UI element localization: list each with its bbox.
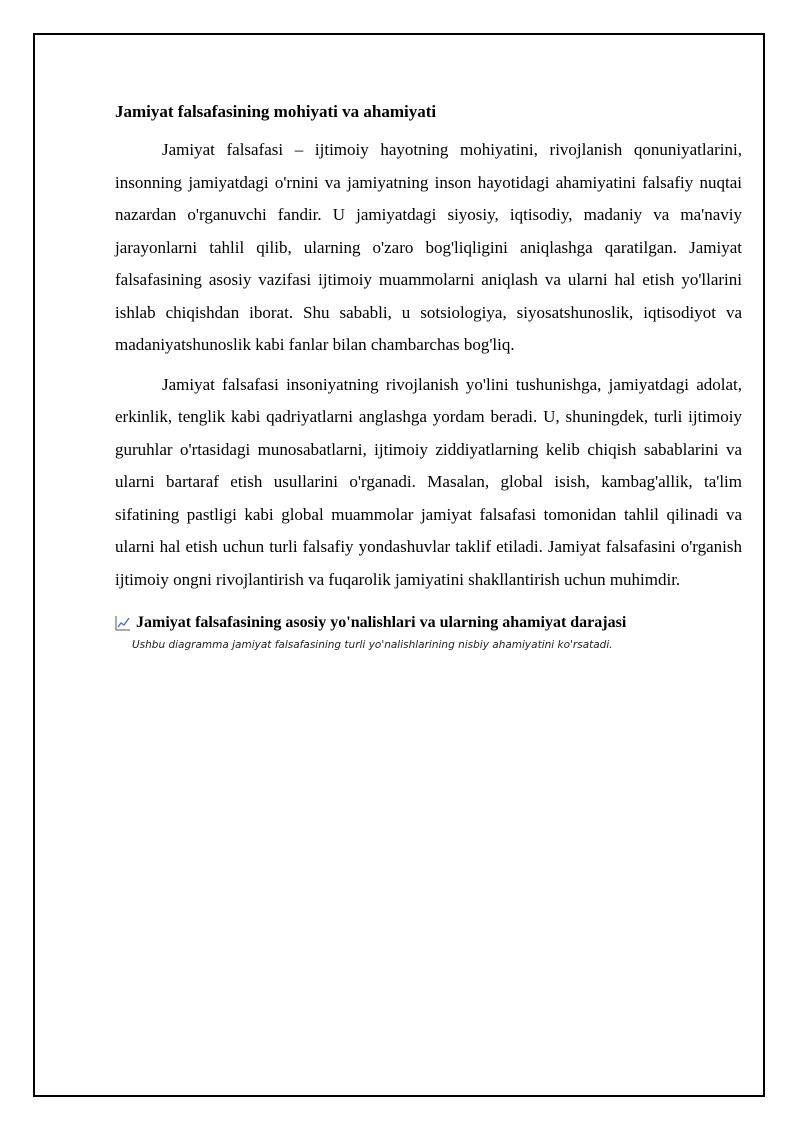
chart-title: Jamiyat falsafasining asosiy yo'nalishlari va ularning ahamiyat darajasi [136, 614, 627, 631]
chart-heading-block [115, 612, 742, 654]
chart-title-row [115, 612, 742, 634]
chart-increasing-icon [115, 615, 131, 631]
paragraph-1: Jamiyat falsafasi – ijtimoiy hayotning mohiyatini, rivojlanish qonuniyatlarini, insonning jamiyatdagi o'rnini va jamiyatning inson hayotidagi ahamiyatini falsafiy nuqtai nazardan o'rganuvchi fandir. U jamiyatdagi siyosiy, iqtisodiy, madaniy va ma'naviy jarayonlarni tahlil qilib, ularning o'zaro bog'liqligini aniqlashga qaratilgan. Jamiyat falsafasining asosiy vazifasi ijtimoiy muammolarni aniqlash va ularni hal etish yo'llarini ishlab chiqishdan iborat. Shu sababli, u sotsiologiya, siyosatshunoslik, iqtisodiyot va madaniyatshunoslik kabi fanlar bilan chambarchas bog'liq. [115, 140, 742, 354]
document-title: Jamiyat falsafasining mohiyati va ahamiyati [115, 102, 437, 121]
document-body [115, 96, 742, 654]
paragraph-2: Jamiyat falsafasi insoniyatning rivojlanish yo'lini tushunishga, jamiyatdagi adolat, erkinlik, tenglik kabi qadriyatlarni anglashga yordam beradi. U, shuningdek, turli ijtimoiy guruhlar o'rtasidagi munosabatlarni, ijtimoiy ziddiyatlarning kelib chiqish sabablarini va ularni bartaraf etish usullarini o'rganadi. Masalan, global isish, kambag'allik, ta'lim sifatining pastligi kabi global muammolar jamiyat falsafasi tomonidan tahlil qilinadi va ularni hal etish uchun turli falsafiy yondashuvlar taklif etiladi. Jamiyat falsafasini o'rganish ijtimoiy ongni rivojlantirish va fuqarolik jamiyatini shakllantirish uchun muhimdir. [115, 374, 742, 589]
chart-caption: Ushbu diagramma jamiyat falsafasining turli yo'nalishlarining nisbiy ahamiyatini ko'rsatadi. [132, 639, 613, 651]
